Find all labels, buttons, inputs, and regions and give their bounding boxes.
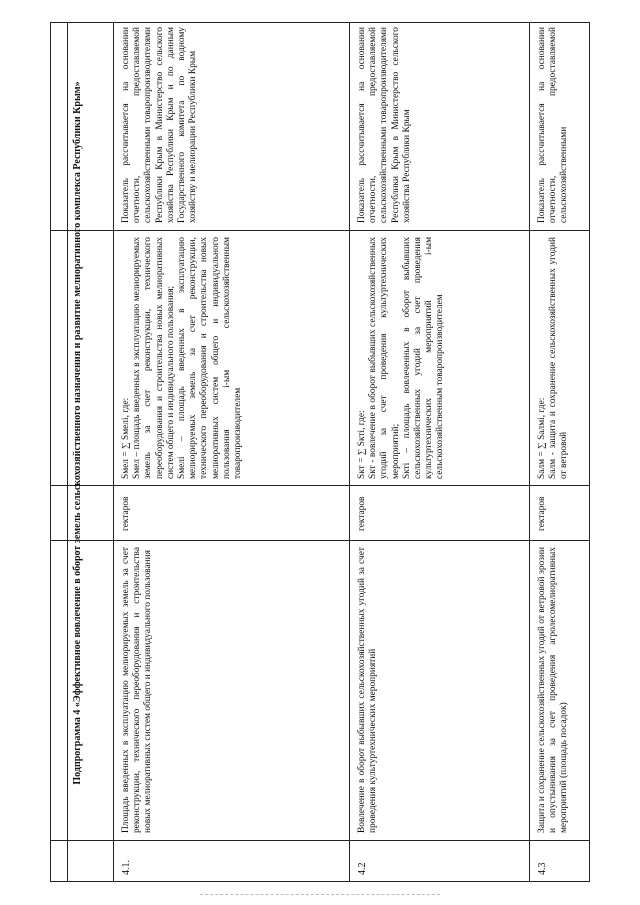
data-source: Показатель рассчитывается на основании отчетности, предоставляемой сельскохозяйственными товаропроизводителями Республики Крым в Министерство сельского хозяйства Республики Крым и по данным Государственного комитета по водному хозяйству и мелиорации Республики Крым [121, 27, 199, 223]
section-title-line [113, 23, 114, 881]
row-number: 4.2 [357, 862, 368, 875]
indicator-name: Площадь введенных в эксплуатацию мелиорируемых земель за счет реконструкции, технического переоборудования и строительства новых мелиоративных систем общего и индивидуального пользования [121, 547, 154, 833]
unit-of-measure: гектаров [357, 496, 367, 531]
section-title: Подпрограмма 4 «Эффективное вовлечение в оборот земель сельскохозяйственного назначения и развитие мелиоративного комплекса Республики Крым» [72, 81, 83, 785]
column-line [51, 230, 589, 231]
unit-of-measure: гектаров [121, 496, 131, 531]
calculation-formula: Sкт = ∑ Sктi, где: Sкт - вовлечение в оборот выбывших сельскохозяйственных угодий за счет проведения культуртехнических мероприятий; Sктi – площадь вовлеченных в оборот выбывших сельскохозяйственных угодий за счет проведения культуртехнических мероприятий i-ым сельскохозяйственным товаропроизводителем [357, 237, 446, 479]
indicator-name: Защита и сохранение сельскохозяйственных угодий от ветровой эрозии и опустынивания за счет проведения агролесомелиоративных мероприятий (площадь посадок) [537, 547, 570, 833]
calculation-formula: Sалм = ∑ Sалмi, где: Sалм - защита и сохранение сельскохозяйственных угодий от ветровой [537, 237, 570, 479]
calculation-formula: Sмел = ∑ Sмелi, где: Sмел – площадь введенных в эксплуатацию мелиорируемых земель за счет реконструкции, технического переоборудования и строительства новых мелиоративных систем общего и индивидуального пользования; Sмелi – площадь введенных в эксплуатацию мелиорируемых земель за счет реконструкции, технического переоборудования и строительства новых мелиоративных систем общего и индивидуального пользования i-ым сельскохозяйственным товаропроизводителем [121, 237, 244, 479]
column-line [51, 485, 589, 486]
indicator-table [50, 22, 590, 882]
rotated-table-wrapper [42, 12, 598, 892]
row-number: 4.3 [537, 862, 548, 875]
row-separator [349, 23, 350, 881]
row-separator [529, 23, 530, 881]
column-line [51, 840, 589, 841]
row-number: 4.1. [121, 860, 132, 875]
scan-artifact-line [200, 894, 440, 897]
unit-of-measure: гектаров [537, 496, 547, 531]
column-line [51, 540, 589, 541]
header-strip-line [67, 23, 68, 881]
indicator-name: Вовлечение в оборот выбывших сельскохозяйственных угодий за счет проведения культуртехнических мероприятий [357, 547, 379, 833]
data-source: Показатель рассчитывается на основании отчетности, предоставляемой сельскохозяйственными товаропроизводителями Республики Крым в Министерство сельского хозяйства Республики Крым [357, 27, 412, 223]
data-source: Показатель рассчитывается на основании отчетности, предоставляемой сельскохозяйственными [537, 27, 570, 223]
